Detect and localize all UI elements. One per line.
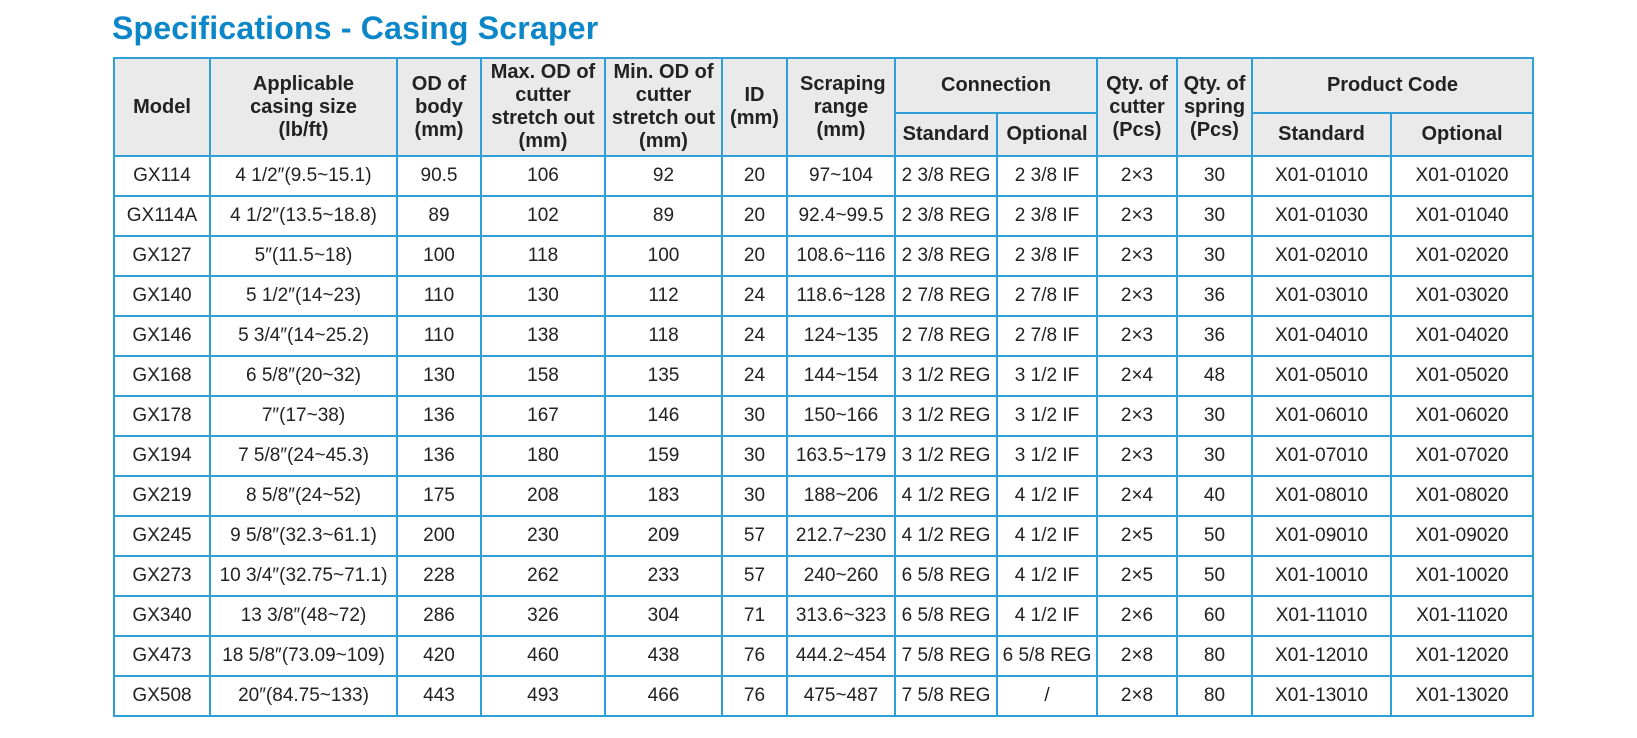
- cell-id: 30: [722, 436, 787, 476]
- cell-model: GX273: [114, 556, 210, 596]
- cell-connection-standard: 2 3/8 REG: [895, 236, 997, 276]
- cell-min-od: 89: [605, 196, 722, 236]
- cell-qty-spring: 30: [1177, 196, 1252, 236]
- cell-connection-standard: 3 1/2 REG: [895, 356, 997, 396]
- cell-connection-optional: /: [997, 676, 1097, 716]
- specifications-table: [113, 57, 1534, 717]
- cell-max-od: 118: [481, 236, 605, 276]
- cell-scraping-range: 144~154: [787, 356, 895, 396]
- header-max-od: Max. OD of cutter stretch out (mm): [481, 58, 605, 156]
- cell-scraping-range: 444.2~454: [787, 636, 895, 676]
- header-code-optional: Optional: [1391, 113, 1533, 156]
- cell-max-od: 158: [481, 356, 605, 396]
- cell-qty-spring: 60: [1177, 596, 1252, 636]
- cell-qty-cutter: 2×4: [1097, 476, 1177, 516]
- cell-code-optional: X01-01020: [1391, 156, 1533, 196]
- cell-scraping-range: 163.5~179: [787, 436, 895, 476]
- cell-id: 24: [722, 276, 787, 316]
- cell-scraping-range: 118.6~128: [787, 276, 895, 316]
- cell-model: GX146: [114, 316, 210, 356]
- page-title: Specifications - Casing Scraper: [112, 10, 599, 46]
- header-connection-standard: Standard: [895, 113, 997, 156]
- cell-scraping-range: 150~166: [787, 396, 895, 436]
- cell-code-optional: X01-05020: [1391, 356, 1533, 396]
- cell-id: 76: [722, 676, 787, 716]
- cell-max-od: 460: [481, 636, 605, 676]
- cell-qty-spring: 80: [1177, 636, 1252, 676]
- cell-qty-cutter: 2×4: [1097, 356, 1177, 396]
- cell-code-standard: X01-04010: [1252, 316, 1391, 356]
- cell-qty-spring: 80: [1177, 676, 1252, 716]
- cell-id: 71: [722, 596, 787, 636]
- cell-connection-optional: 4 1/2 IF: [997, 476, 1097, 516]
- cell-scraping-range: 97~104: [787, 156, 895, 196]
- cell-max-od: 167: [481, 396, 605, 436]
- cell-qty-cutter: 2×3: [1097, 316, 1177, 356]
- cell-qty-spring: 48: [1177, 356, 1252, 396]
- table-row: [114, 196, 1533, 236]
- cell-connection-standard: 7 5/8 REG: [895, 676, 997, 716]
- cell-max-od: 208: [481, 476, 605, 516]
- header-qty-cutter: Qty. of cutter (Pcs): [1097, 58, 1177, 156]
- cell-min-od: 466: [605, 676, 722, 716]
- cell-qty-cutter: 2×5: [1097, 556, 1177, 596]
- cell-min-od: 209: [605, 516, 722, 556]
- cell-min-od: 100: [605, 236, 722, 276]
- cell-qty-cutter: 2×3: [1097, 396, 1177, 436]
- cell-connection-standard: 6 5/8 REG: [895, 556, 997, 596]
- cell-qty-cutter: 2×6: [1097, 596, 1177, 636]
- table-row: [114, 156, 1533, 196]
- cell-code-optional: X01-13020: [1391, 676, 1533, 716]
- cell-connection-optional: 2 3/8 IF: [997, 156, 1097, 196]
- cell-qty-spring: 36: [1177, 276, 1252, 316]
- cell-qty-cutter: 2×3: [1097, 236, 1177, 276]
- cell-qty-cutter: 2×3: [1097, 436, 1177, 476]
- cell-qty-cutter: 2×8: [1097, 636, 1177, 676]
- cell-connection-optional: 4 1/2 IF: [997, 516, 1097, 556]
- table-row: [114, 476, 1533, 516]
- cell-code-standard: X01-05010: [1252, 356, 1391, 396]
- cell-qty-spring: 36: [1177, 316, 1252, 356]
- cell-connection-optional: 3 1/2 IF: [997, 396, 1097, 436]
- cell-id: 24: [722, 356, 787, 396]
- cell-connection-standard: 2 3/8 REG: [895, 196, 997, 236]
- table-row: [114, 276, 1533, 316]
- cell-code-optional: X01-01040: [1391, 196, 1533, 236]
- cell-id: 57: [722, 556, 787, 596]
- cell-connection-optional: 6 5/8 REG: [997, 636, 1097, 676]
- cell-connection-optional: 3 1/2 IF: [997, 436, 1097, 476]
- cell-connection-standard: 3 1/2 REG: [895, 436, 997, 476]
- cell-max-od: 326: [481, 596, 605, 636]
- cell-od-of-body: 89: [397, 196, 481, 236]
- cell-qty-cutter: 2×3: [1097, 196, 1177, 236]
- cell-code-standard: X01-07010: [1252, 436, 1391, 476]
- header-od-of-body: OD of body (mm): [397, 58, 481, 156]
- cell-model: GX508: [114, 676, 210, 716]
- cell-casing-size: 7 5/8″(24~45.3): [210, 436, 397, 476]
- cell-code-optional: X01-02020: [1391, 236, 1533, 276]
- cell-casing-size: 9 5/8″(32.3~61.1): [210, 516, 397, 556]
- cell-min-od: 118: [605, 316, 722, 356]
- cell-connection-standard: 7 5/8 REG: [895, 636, 997, 676]
- table-row: [114, 596, 1533, 636]
- cell-connection-standard: 6 5/8 REG: [895, 596, 997, 636]
- cell-id: 76: [722, 636, 787, 676]
- table-row: [114, 236, 1533, 276]
- cell-code-optional: X01-09020: [1391, 516, 1533, 556]
- cell-connection-standard: 3 1/2 REG: [895, 396, 997, 436]
- cell-scraping-range: 475~487: [787, 676, 895, 716]
- header-product-code: Product Code: [1252, 58, 1533, 113]
- cell-od-of-body: 130: [397, 356, 481, 396]
- cell-code-standard: X01-13010: [1252, 676, 1391, 716]
- cell-code-optional: X01-07020: [1391, 436, 1533, 476]
- cell-connection-optional: 4 1/2 IF: [997, 556, 1097, 596]
- cell-max-od: 102: [481, 196, 605, 236]
- cell-model: GX114A: [114, 196, 210, 236]
- cell-max-od: 230: [481, 516, 605, 556]
- cell-qty-spring: 30: [1177, 236, 1252, 276]
- header-code-standard: Standard: [1252, 113, 1391, 156]
- table-row: [114, 356, 1533, 396]
- cell-casing-size: 10 3/4″(32.75~71.1): [210, 556, 397, 596]
- cell-code-optional: X01-04020: [1391, 316, 1533, 356]
- cell-min-od: 233: [605, 556, 722, 596]
- table-body: [114, 156, 1533, 716]
- cell-scraping-range: 240~260: [787, 556, 895, 596]
- cell-model: GX114: [114, 156, 210, 196]
- cell-qty-spring: 30: [1177, 396, 1252, 436]
- cell-casing-size: 5 3/4″(14~25.2): [210, 316, 397, 356]
- cell-scraping-range: 124~135: [787, 316, 895, 356]
- cell-od-of-body: 110: [397, 276, 481, 316]
- cell-casing-size: 8 5/8″(24~52): [210, 476, 397, 516]
- cell-connection-standard: 4 1/2 REG: [895, 516, 997, 556]
- cell-code-standard: X01-03010: [1252, 276, 1391, 316]
- header-min-od: Min. OD of cutter stretch out (mm): [605, 58, 722, 156]
- cell-max-od: 180: [481, 436, 605, 476]
- cell-qty-spring: 50: [1177, 556, 1252, 596]
- cell-qty-cutter: 2×5: [1097, 516, 1177, 556]
- table-row: [114, 516, 1533, 556]
- cell-connection-standard: 4 1/2 REG: [895, 476, 997, 516]
- table-row: [114, 396, 1533, 436]
- cell-code-standard: X01-08010: [1252, 476, 1391, 516]
- cell-code-optional: X01-12020: [1391, 636, 1533, 676]
- cell-casing-size: 13 3/8″(48~72): [210, 596, 397, 636]
- cell-casing-size: 5″(11.5~18): [210, 236, 397, 276]
- cell-code-standard: X01-11010: [1252, 596, 1391, 636]
- cell-scraping-range: 212.7~230: [787, 516, 895, 556]
- cell-qty-spring: 30: [1177, 436, 1252, 476]
- cell-casing-size: 6 5/8″(20~32): [210, 356, 397, 396]
- header-scraping-range: Scraping range (mm): [787, 58, 895, 156]
- cell-qty-cutter: 2×8: [1097, 676, 1177, 716]
- cell-max-od: 130: [481, 276, 605, 316]
- cell-qty-spring: 50: [1177, 516, 1252, 556]
- cell-min-od: 183: [605, 476, 722, 516]
- cell-min-od: 135: [605, 356, 722, 396]
- cell-model: GX127: [114, 236, 210, 276]
- cell-connection-optional: 2 3/8 IF: [997, 196, 1097, 236]
- cell-scraping-range: 108.6~116: [787, 236, 895, 276]
- cell-model: GX340: [114, 596, 210, 636]
- cell-od-of-body: 175: [397, 476, 481, 516]
- cell-casing-size: 5 1/2″(14~23): [210, 276, 397, 316]
- cell-model: GX140: [114, 276, 210, 316]
- table-row: [114, 436, 1533, 476]
- cell-code-standard: X01-09010: [1252, 516, 1391, 556]
- cell-connection-optional: 2 3/8 IF: [997, 236, 1097, 276]
- cell-casing-size: 7″(17~38): [210, 396, 397, 436]
- cell-id: 57: [722, 516, 787, 556]
- cell-max-od: 138: [481, 316, 605, 356]
- cell-od-of-body: 110: [397, 316, 481, 356]
- cell-connection-optional: 4 1/2 IF: [997, 596, 1097, 636]
- cell-code-standard: X01-01030: [1252, 196, 1391, 236]
- cell-model: GX219: [114, 476, 210, 516]
- cell-model: GX245: [114, 516, 210, 556]
- cell-id: 30: [722, 476, 787, 516]
- cell-max-od: 106: [481, 156, 605, 196]
- table-header: [114, 58, 1533, 156]
- cell-qty-cutter: 2×3: [1097, 276, 1177, 316]
- cell-od-of-body: 200: [397, 516, 481, 556]
- cell-code-optional: X01-06020: [1391, 396, 1533, 436]
- cell-min-od: 112: [605, 276, 722, 316]
- table-row: [114, 636, 1533, 676]
- cell-code-optional: X01-10020: [1391, 556, 1533, 596]
- cell-od-of-body: 100: [397, 236, 481, 276]
- table-row: [114, 676, 1533, 716]
- cell-min-od: 304: [605, 596, 722, 636]
- cell-id: 30: [722, 396, 787, 436]
- cell-id: 20: [722, 236, 787, 276]
- cell-scraping-range: 313.6~323: [787, 596, 895, 636]
- cell-od-of-body: 286: [397, 596, 481, 636]
- header-connection-optional: Optional: [997, 113, 1097, 156]
- header-connection: Connection: [895, 58, 1097, 113]
- cell-model: GX178: [114, 396, 210, 436]
- cell-scraping-range: 92.4~99.5: [787, 196, 895, 236]
- header-casing-size: Applicable casing size (lb/ft): [210, 58, 397, 156]
- cell-model: GX473: [114, 636, 210, 676]
- cell-id: 24: [722, 316, 787, 356]
- cell-od-of-body: 420: [397, 636, 481, 676]
- cell-connection-optional: 3 1/2 IF: [997, 356, 1097, 396]
- cell-casing-size: 20″(84.75~133): [210, 676, 397, 716]
- cell-min-od: 438: [605, 636, 722, 676]
- cell-casing-size: 4 1/2″(9.5~15.1): [210, 156, 397, 196]
- cell-scraping-range: 188~206: [787, 476, 895, 516]
- cell-connection-standard: 2 7/8 REG: [895, 276, 997, 316]
- cell-qty-cutter: 2×3: [1097, 156, 1177, 196]
- cell-code-standard: X01-12010: [1252, 636, 1391, 676]
- cell-model: GX168: [114, 356, 210, 396]
- cell-code-optional: X01-11020: [1391, 596, 1533, 636]
- table-row: [114, 556, 1533, 596]
- cell-od-of-body: 136: [397, 396, 481, 436]
- header-id: ID (mm): [722, 58, 787, 156]
- cell-id: 20: [722, 156, 787, 196]
- cell-connection-standard: 2 3/8 REG: [895, 156, 997, 196]
- cell-od-of-body: 443: [397, 676, 481, 716]
- cell-max-od: 262: [481, 556, 605, 596]
- cell-min-od: 146: [605, 396, 722, 436]
- cell-code-standard: X01-06010: [1252, 396, 1391, 436]
- cell-code-standard: X01-10010: [1252, 556, 1391, 596]
- cell-od-of-body: 136: [397, 436, 481, 476]
- cell-connection-optional: 2 7/8 IF: [997, 316, 1097, 356]
- cell-casing-size: 18 5/8″(73.09~109): [210, 636, 397, 676]
- table-row: [114, 316, 1533, 356]
- cell-casing-size: 4 1/2″(13.5~18.8): [210, 196, 397, 236]
- header-model: Model: [114, 58, 210, 156]
- cell-min-od: 159: [605, 436, 722, 476]
- cell-connection-optional: 2 7/8 IF: [997, 276, 1097, 316]
- cell-id: 20: [722, 196, 787, 236]
- cell-model: GX194: [114, 436, 210, 476]
- cell-qty-spring: 30: [1177, 156, 1252, 196]
- cell-od-of-body: 228: [397, 556, 481, 596]
- cell-od-of-body: 90.5: [397, 156, 481, 196]
- cell-connection-standard: 2 7/8 REG: [895, 316, 997, 356]
- cell-code-standard: X01-02010: [1252, 236, 1391, 276]
- cell-qty-spring: 40: [1177, 476, 1252, 516]
- header-qty-spring: Qty. of spring (Pcs): [1177, 58, 1252, 156]
- cell-max-od: 493: [481, 676, 605, 716]
- cell-code-standard: X01-01010: [1252, 156, 1391, 196]
- cell-min-od: 92: [605, 156, 722, 196]
- cell-code-optional: X01-08020: [1391, 476, 1533, 516]
- cell-code-optional: X01-03020: [1391, 276, 1533, 316]
